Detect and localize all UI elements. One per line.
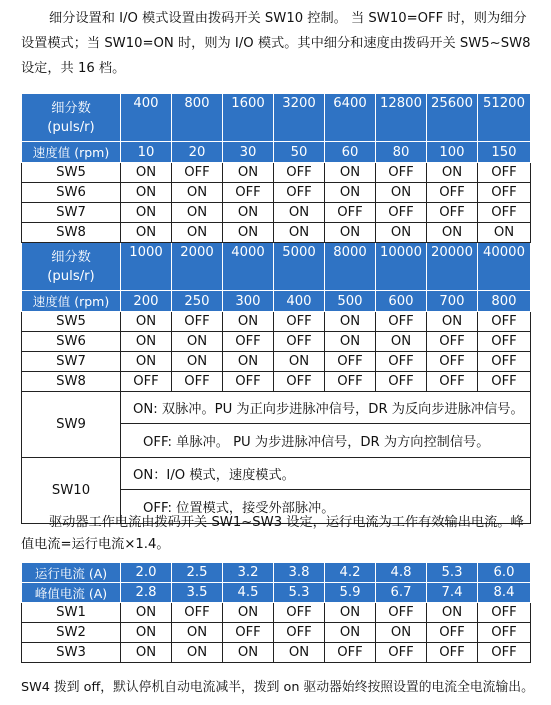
speed-value: 100 — [427, 142, 478, 163]
run-current-value: 2.5 — [172, 563, 223, 583]
speed-value: 400 — [274, 291, 325, 312]
peak-current-value: 3.5 — [172, 583, 223, 603]
speed-value: 20 — [172, 142, 223, 163]
run-current-value: 2.0 — [121, 563, 172, 583]
subdivision-value: 800 — [172, 94, 223, 142]
peak-current-value: 8.4 — [478, 583, 531, 603]
switch-value: OFF — [478, 643, 531, 663]
switch-name: SW7 — [22, 203, 121, 223]
switch-value: ON — [376, 332, 427, 352]
switch-value: OFF — [376, 203, 427, 223]
speed-row — [22, 291, 531, 312]
subdivision-value: 2000 — [172, 243, 223, 291]
subdivision-value: 4000 — [223, 243, 274, 291]
switch-value: ON — [325, 623, 376, 643]
subdivision-unit: (puls/r) — [47, 119, 95, 135]
sw10-off-text: OFF: 位置模式，接受外部脉冲。 — [121, 490, 531, 524]
switch-value: OFF — [274, 623, 325, 643]
speed-value: 500 — [325, 291, 376, 312]
subdivision-header-label — [22, 94, 121, 142]
peak-current-value: 7.4 — [427, 583, 478, 603]
switch-value: OFF — [274, 603, 325, 623]
speed-value: 300 — [223, 291, 274, 312]
switch-value: OFF — [376, 643, 427, 663]
speed-value: 150 — [478, 142, 531, 163]
switch-value: ON — [376, 623, 427, 643]
subdivision-value: 5000 — [274, 243, 325, 291]
switch-value: ON — [427, 163, 478, 183]
sw9-name: SW9 — [22, 392, 121, 458]
subdivision-header-row — [22, 94, 531, 142]
switch-value: ON — [325, 332, 376, 352]
switch-value: ON — [121, 623, 172, 643]
switch-value: ON — [121, 603, 172, 623]
switch-value: OFF — [172, 163, 223, 183]
subdivision-table — [21, 93, 531, 524]
switch-value: OFF — [478, 352, 531, 372]
switch-value: OFF — [325, 203, 376, 223]
switch-name: SW6 — [22, 183, 121, 203]
footer-note: SW4 拨到 off，默认停机自动电流减半，拨到 on 驱动器始终按照设置的电流全电流输出。 — [21, 680, 534, 695]
switch-value: OFF — [274, 372, 325, 392]
switch-value: OFF — [478, 603, 531, 623]
peak-current-row — [22, 583, 531, 603]
switch-value: OFF — [274, 332, 325, 352]
switch-value: ON — [427, 223, 478, 243]
switch-name: SW7 — [22, 352, 121, 372]
switch-value: ON — [121, 203, 172, 223]
switch-value: ON — [172, 643, 223, 663]
run-current-value: 4.2 — [325, 563, 376, 583]
switch-value: OFF — [427, 332, 478, 352]
subdivision-value: 25600 — [427, 94, 478, 142]
switch-value: ON — [223, 312, 274, 332]
switch-value: ON — [274, 643, 325, 663]
switch-value: OFF — [478, 623, 531, 643]
switch-value: OFF — [376, 163, 427, 183]
switch-name: SW2 — [22, 623, 121, 643]
peak-current-label: 峰值电流 (A) — [22, 583, 121, 603]
switch-name: SW1 — [22, 603, 121, 623]
switch-row — [22, 203, 531, 223]
switch-value: OFF — [325, 372, 376, 392]
peak-current-value: 5.9 — [325, 583, 376, 603]
speed-value: 60 — [325, 142, 376, 163]
switch-name: SW5 — [22, 163, 121, 183]
subdivision-value: 10000 — [376, 243, 427, 291]
speed-value: 80 — [376, 142, 427, 163]
run-current-value: 4.8 — [376, 563, 427, 583]
switch-name: SW6 — [22, 332, 121, 352]
switch-value: ON — [223, 223, 274, 243]
switch-value: ON — [427, 312, 478, 332]
sw9-off-text: OFF: 单脉冲。 PU 为步进脉冲信号，DR 为方向控制信号。 — [121, 424, 531, 458]
switch-value: OFF — [223, 623, 274, 643]
subdivision-value: 3200 — [274, 94, 325, 142]
subdivision-value: 1000 — [121, 243, 172, 291]
run-current-label: 运行电流 (A) — [22, 563, 121, 583]
switch-value: ON — [274, 203, 325, 223]
switch-value: ON — [121, 163, 172, 183]
subdivision-value: 6400 — [325, 94, 376, 142]
subdivision-label: 细分数 — [51, 100, 91, 116]
subdivision-value: 51200 — [478, 94, 531, 142]
current-line-1: 驱动器工作电流由拨码开关 SW1~SW3 设定，运行电流为工作有效输出电流。峰 — [49, 515, 524, 530]
current-table — [21, 562, 531, 663]
subdivision-label: 细分数 — [51, 249, 91, 265]
switch-value: ON — [121, 312, 172, 332]
switch-value: ON — [325, 223, 376, 243]
peak-current-value: 4.5 — [223, 583, 274, 603]
subdivision-header-label — [22, 243, 121, 291]
subdivision-value: 8000 — [325, 243, 376, 291]
switch-value: OFF — [172, 372, 223, 392]
intro-line-2: 设置模式；当 SW10=ON 时，则为 I/O 模式。其中细分和速度由拨码开关 SW5~SW8 — [21, 36, 531, 51]
speed-value: 600 — [376, 291, 427, 312]
peak-current-value: 2.8 — [121, 583, 172, 603]
switch-value: OFF — [274, 183, 325, 203]
intro-line-1: 细分设置和 I/O 模式设置由拨码开关 SW10 控制。 当 SW10=OFF 时，则为细分 — [49, 11, 527, 26]
switch-row — [22, 183, 531, 203]
intro-line-3: 设定，共 16 档。 — [21, 61, 126, 76]
intro-paragraph — [21, 6, 533, 81]
speed-value: 250 — [172, 291, 223, 312]
run-current-value: 5.3 — [427, 563, 478, 583]
current-line-2: 值电流=运行电流×1.4。 — [21, 537, 170, 552]
sw10-on-text: ON：I/O 模式，速度模式。 — [121, 458, 531, 490]
current-paragraph — [21, 512, 533, 556]
peak-current-value: 5.3 — [274, 583, 325, 603]
switch-value: OFF — [223, 332, 274, 352]
switch-value: OFF — [478, 163, 531, 183]
switch-name: SW5 — [22, 312, 121, 332]
switch-value: OFF — [325, 352, 376, 372]
switch-row — [22, 312, 531, 332]
speed-row — [22, 142, 531, 163]
current-switch-row — [22, 623, 531, 643]
switch-value: OFF — [376, 372, 427, 392]
switch-value: ON — [172, 352, 223, 372]
switch-value: OFF — [427, 623, 478, 643]
switch-value: ON — [325, 183, 376, 203]
speed-value: 50 — [274, 142, 325, 163]
switch-value: ON — [121, 183, 172, 203]
switch-row — [22, 372, 531, 392]
sw9-on-row — [22, 392, 531, 424]
speed-value: 30 — [223, 142, 274, 163]
peak-current-value: 6.7 — [376, 583, 427, 603]
switch-value: OFF — [478, 183, 531, 203]
switch-value: ON — [121, 223, 172, 243]
switch-value: OFF — [478, 312, 531, 332]
switch-value: ON — [325, 163, 376, 183]
speed-value: 10 — [121, 142, 172, 163]
switch-value: OFF — [376, 603, 427, 623]
switch-value: ON — [325, 603, 376, 623]
switch-value: ON — [274, 223, 325, 243]
switch-value: ON — [223, 203, 274, 223]
switch-value: OFF — [427, 372, 478, 392]
switch-value: OFF — [376, 312, 427, 332]
speed-label: 速度值 (rpm) — [22, 142, 121, 163]
subdivision-value: 20000 — [427, 243, 478, 291]
switch-value: OFF — [478, 332, 531, 352]
switch-value: ON — [376, 223, 427, 243]
switch-value: OFF — [427, 183, 478, 203]
switch-name: SW8 — [22, 223, 121, 243]
sw10-on-row — [22, 458, 531, 490]
switch-value: OFF — [427, 203, 478, 223]
switch-value: OFF — [376, 352, 427, 372]
switch-value: ON — [172, 183, 223, 203]
speed-value: 800 — [478, 291, 531, 312]
run-current-value: 3.2 — [223, 563, 274, 583]
switch-value: OFF — [325, 643, 376, 663]
switch-value: ON — [121, 332, 172, 352]
switch-value: ON — [223, 352, 274, 372]
subdivision-value: 12800 — [376, 94, 427, 142]
subdivision-value: 400 — [121, 94, 172, 142]
subdivision-unit: (puls/r) — [47, 268, 95, 284]
switch-value: ON — [274, 352, 325, 372]
switch-name: SW8 — [22, 372, 121, 392]
switch-value: ON — [172, 332, 223, 352]
speed-value: 200 — [121, 291, 172, 312]
current-switch-row — [22, 603, 531, 623]
switch-value: ON — [325, 312, 376, 332]
run-current-row — [22, 563, 531, 583]
switch-value: ON — [121, 643, 172, 663]
switch-row — [22, 163, 531, 183]
subdivision-value: 40000 — [478, 243, 531, 291]
run-current-value: 6.0 — [478, 563, 531, 583]
switch-value: OFF — [478, 203, 531, 223]
sw9-on-text: ON: 双脉冲。PU 为正向步进脉冲信号，DR 为反向步进脉冲信号。 — [121, 392, 531, 424]
switch-value: ON — [478, 223, 531, 243]
switch-value: OFF — [172, 312, 223, 332]
switch-value: ON — [121, 352, 172, 372]
switch-value: ON — [223, 163, 274, 183]
switch-name: SW3 — [22, 643, 121, 663]
switch-value: ON — [172, 203, 223, 223]
subdivision-value: 1600 — [223, 94, 274, 142]
switch-value: ON — [172, 223, 223, 243]
subdivision-header-row — [22, 243, 531, 291]
switch-value: OFF — [223, 372, 274, 392]
switch-value: OFF — [223, 183, 274, 203]
sw10-name: SW10 — [22, 458, 121, 524]
switch-row — [22, 332, 531, 352]
switch-value: ON — [376, 183, 427, 203]
switch-value: ON — [223, 643, 274, 663]
switch-row — [22, 223, 531, 243]
switch-value: OFF — [427, 643, 478, 663]
switch-value: ON — [427, 603, 478, 623]
switch-row — [22, 352, 531, 372]
speed-label: 速度值 (rpm) — [22, 291, 121, 312]
switch-value: OFF — [427, 352, 478, 372]
switch-value: ON — [223, 603, 274, 623]
switch-value: OFF — [274, 312, 325, 332]
switch-value: OFF — [172, 603, 223, 623]
current-switch-row — [22, 643, 531, 663]
run-current-value: 3.8 — [274, 563, 325, 583]
switch-value: ON — [172, 623, 223, 643]
switch-value: OFF — [274, 163, 325, 183]
switch-value: OFF — [478, 372, 531, 392]
switch-value: OFF — [121, 372, 172, 392]
speed-value: 700 — [427, 291, 478, 312]
